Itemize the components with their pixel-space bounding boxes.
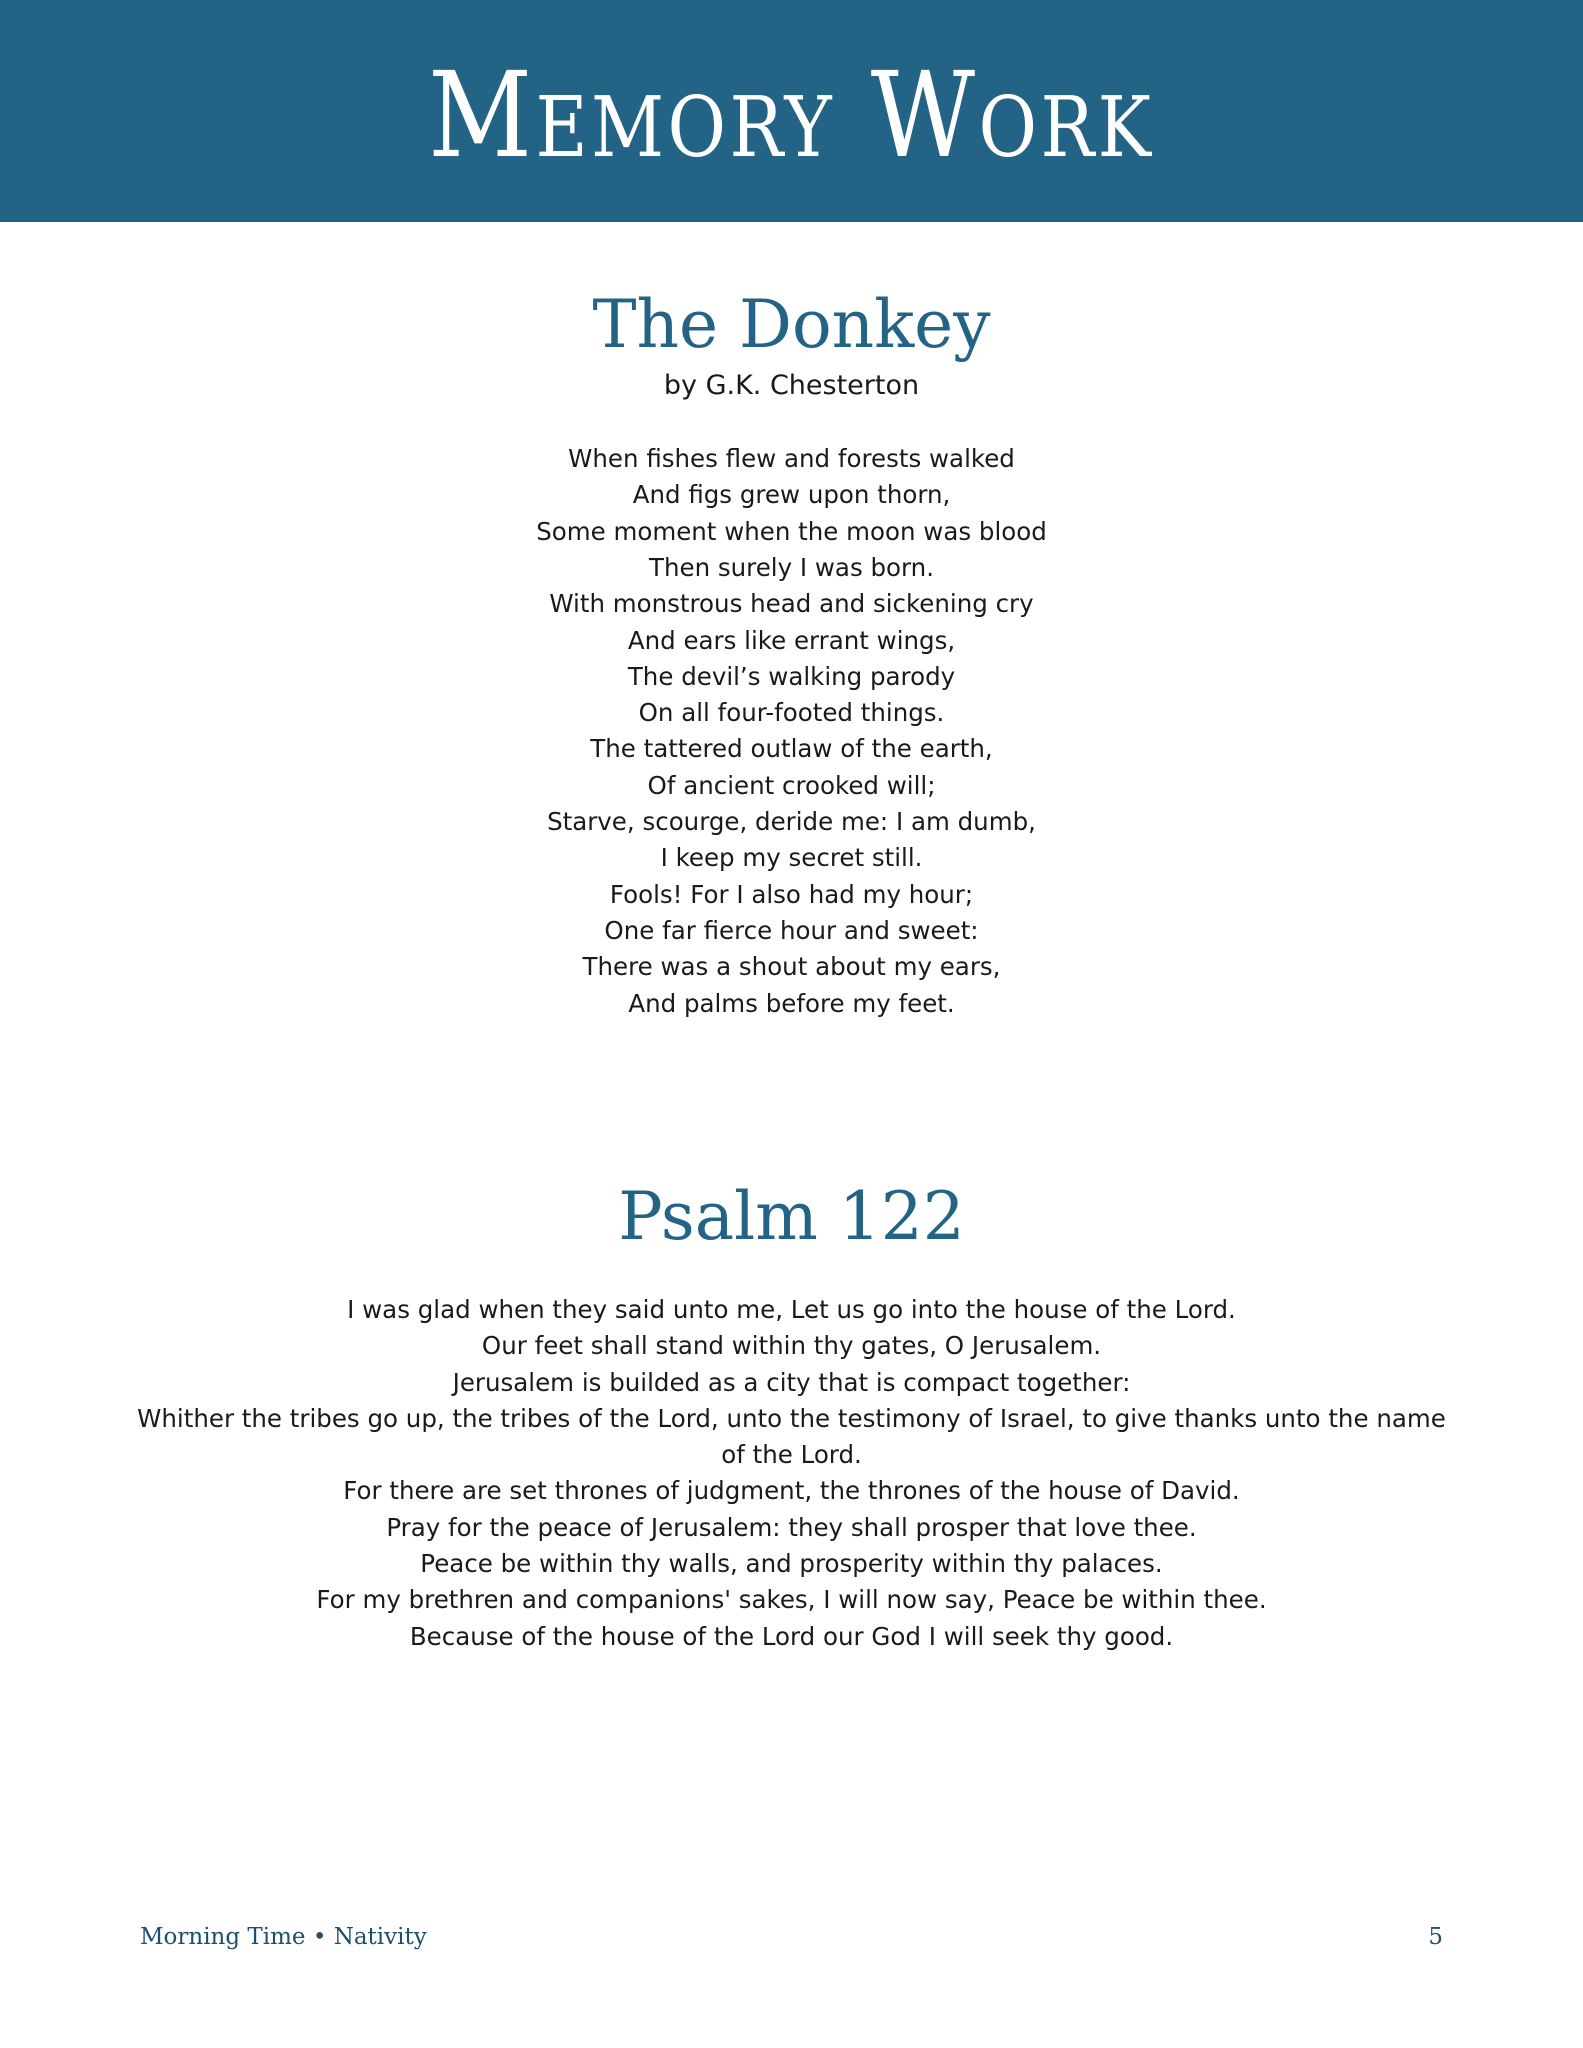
text-line: I keep my secret still.	[660, 843, 923, 873]
text-line: Because of the house of the Lord our God I will seek thy good.	[409, 1621, 1174, 1651]
text-line: For there are set thrones of judgment, the thrones of the house of David.	[343, 1476, 1240, 1506]
poem-lines	[0, 441, 1583, 1022]
text-line: The devil’s walking parody	[627, 661, 956, 691]
text-line: Some moment when the moon was blood	[536, 516, 1047, 546]
psalm-lines	[122, 1292, 1462, 1655]
text-line: Whither the tribes go up, the tribes of the Lord, unto the testimony of Israel, to give thanks unto the name of the Lord.	[137, 1403, 1446, 1470]
text-line: And ears like errant wings,	[627, 625, 956, 655]
header-banner	[0, 0, 1583, 222]
text-line: Starve, scourge, deride me: I am dumb,	[547, 807, 1036, 837]
text-line: With monstrous head and sickening cry	[549, 589, 1034, 619]
text-line: Jerusalem is builded as a city that is compact together:	[452, 1367, 1131, 1397]
text-line: Peace be within thy walls, and prosperity within thy palaces.	[420, 1549, 1163, 1579]
text-line: There was a shout about my ears,	[582, 952, 1001, 982]
psalm-section	[0, 1178, 1583, 1655]
footer-title: Morning Time • Nativity	[140, 1924, 427, 1950]
text-line: Then surely I was born.	[649, 552, 934, 582]
text-line: Pray for the peace of Jerusalem: they shall prosper that love thee.	[386, 1512, 1197, 1542]
page-title: Memory Work	[428, 46, 1155, 184]
text-line: And figs grew upon thorn,	[632, 480, 951, 510]
text-line: Fools! For I also had my hour;	[609, 879, 974, 909]
text-line: I was glad when they said unto me, Let us go into the house of the Lord.	[347, 1295, 1236, 1324]
text-line: Of ancient crooked will;	[647, 770, 936, 800]
page-number: 5	[1428, 1924, 1443, 1950]
text-line: Our feet shall stand within thy gates, O Jerusalem.	[481, 1331, 1102, 1361]
text-line: The tattered outlaw of the earth,	[590, 734, 993, 764]
poem-title: The Donkey	[592, 286, 991, 363]
poem-author: by G.K. Chesterton	[663, 370, 920, 401]
text-line: On all four-footed things.	[638, 698, 945, 728]
text-line: For my brethren and companions' sakes, I will now say, Peace be within thee.	[316, 1585, 1267, 1615]
psalm-title: Psalm 122	[618, 1178, 965, 1255]
text-line: And palms before my feet.	[628, 988, 955, 1018]
text-line: When fishes flew and forests walked	[568, 444, 1015, 474]
text-line: One far fierce hour and sweet:	[604, 915, 979, 945]
poem-section	[0, 286, 1583, 1022]
